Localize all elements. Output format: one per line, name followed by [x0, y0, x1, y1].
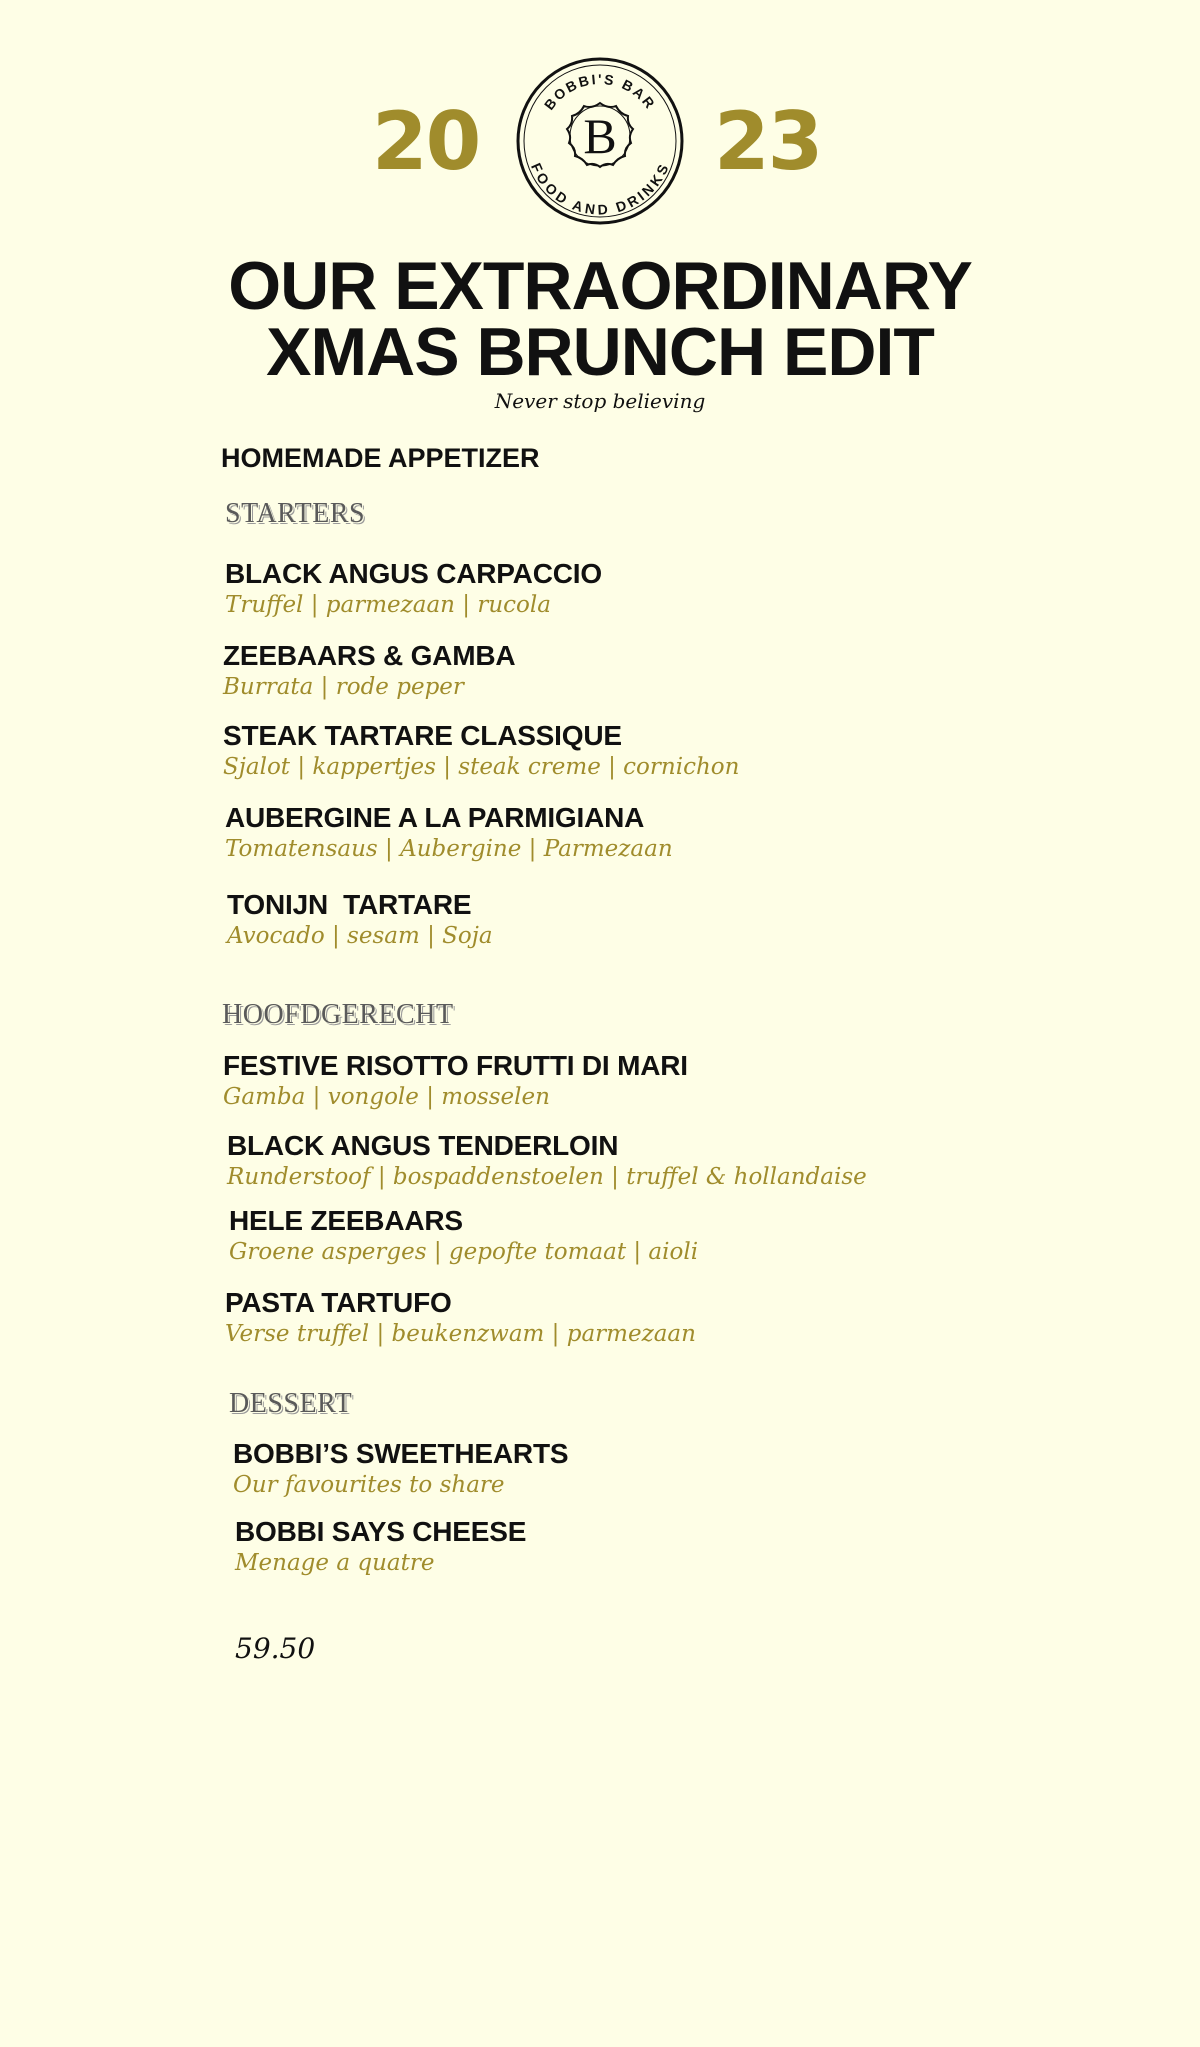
menu-item-name: HELE ZEEBAARS [229, 1205, 463, 1236]
menu-item-description: Burrata | rode peper [223, 674, 464, 700]
menu-item [225, 560, 602, 617]
menu-item-description: Avocado | sesam | Soja [227, 923, 493, 949]
menu-item [233, 1440, 568, 1497]
bobbis-bar-logo [515, 56, 685, 226]
svg-text:FOOD AND DRINKS [528, 161, 672, 218]
menu-item-description: Our favourites to share [233, 1472, 505, 1498]
menu-item-name: ZEEBAARS & GAMBA [223, 640, 516, 671]
menu-item-name: BLACK ANGUS CARPACCIO [225, 558, 602, 589]
menu-item-description: Sjalot | kappertjes | steak creme | cornichon [223, 754, 740, 780]
tagline: Never stop believing [494, 389, 706, 413]
menu-item [235, 1518, 526, 1575]
menu-item-name: BLACK ANGUS TENDERLOIN [227, 1130, 619, 1161]
section-heading-hoofdgerecht: HOOFDGERECHT [222, 999, 454, 1030]
menu-item-description: Verse truffel | beukenzwam | parmezaan [225, 1321, 696, 1347]
menu-item [225, 804, 673, 861]
menu-item-description: Menage a quatre [235, 1550, 435, 1576]
menu-item-name: AUBERGINE A LA PARMIGIANA [225, 802, 645, 833]
section-heading-starters: STARTERS [225, 498, 366, 529]
menu-item [223, 1052, 688, 1109]
menu-item-description: Tomatensaus | Aubergine | Parmezaan [225, 836, 673, 862]
homemade-appetizer: HOMEMADE APPETIZER [221, 443, 540, 473]
menu-item-name: TONIJN TARTARE [227, 889, 472, 920]
menu-item [229, 1207, 698, 1264]
menu-item-description: Groene asperges | gepofte tomaat | aioli [229, 1239, 699, 1265]
menu-item-description: Gamba | vongole | mosselen [223, 1084, 550, 1110]
year-first-half: 20 [372, 95, 480, 188]
menu-item-name: STEAK TARTARE CLASSIQUE [223, 720, 622, 751]
menu-item [225, 1289, 696, 1346]
menu-item-description: Truffel | parmezaan | rucola [225, 592, 551, 618]
menu-item [223, 642, 515, 699]
section-heading-dessert: DESSERT [229, 1388, 353, 1419]
year-second-half: 23 [714, 95, 822, 188]
price: 59.50 [235, 1632, 316, 1665]
logo-ring-bottom-text: FOOD AND DRINKS [527, 160, 673, 218]
menu-item-name: BOBBI SAYS CHEESE [235, 1516, 527, 1547]
menu-title-line-1: OUR EXTRAORDINARY [228, 248, 972, 324]
menu-item [227, 1132, 867, 1189]
menu-item [227, 891, 493, 948]
menu-item-name: BOBBI’S SWEETHEARTS [233, 1438, 569, 1469]
logo-ring-top-text: BOBBI'S BAR [540, 70, 660, 113]
menu-item-name: PASTA TARTUFO [225, 1287, 452, 1318]
menu-item [223, 722, 739, 779]
logo-monogram: B [583, 108, 617, 164]
menu-item-name: FESTIVE RISOTTO FRUTTI DI MARI [223, 1050, 688, 1081]
menu-title-line-2: XMAS BRUNCH EDIT [266, 314, 934, 390]
menu-item-description: Runderstoof | bospaddenstoelen | truffel & hollandaise [227, 1164, 867, 1190]
